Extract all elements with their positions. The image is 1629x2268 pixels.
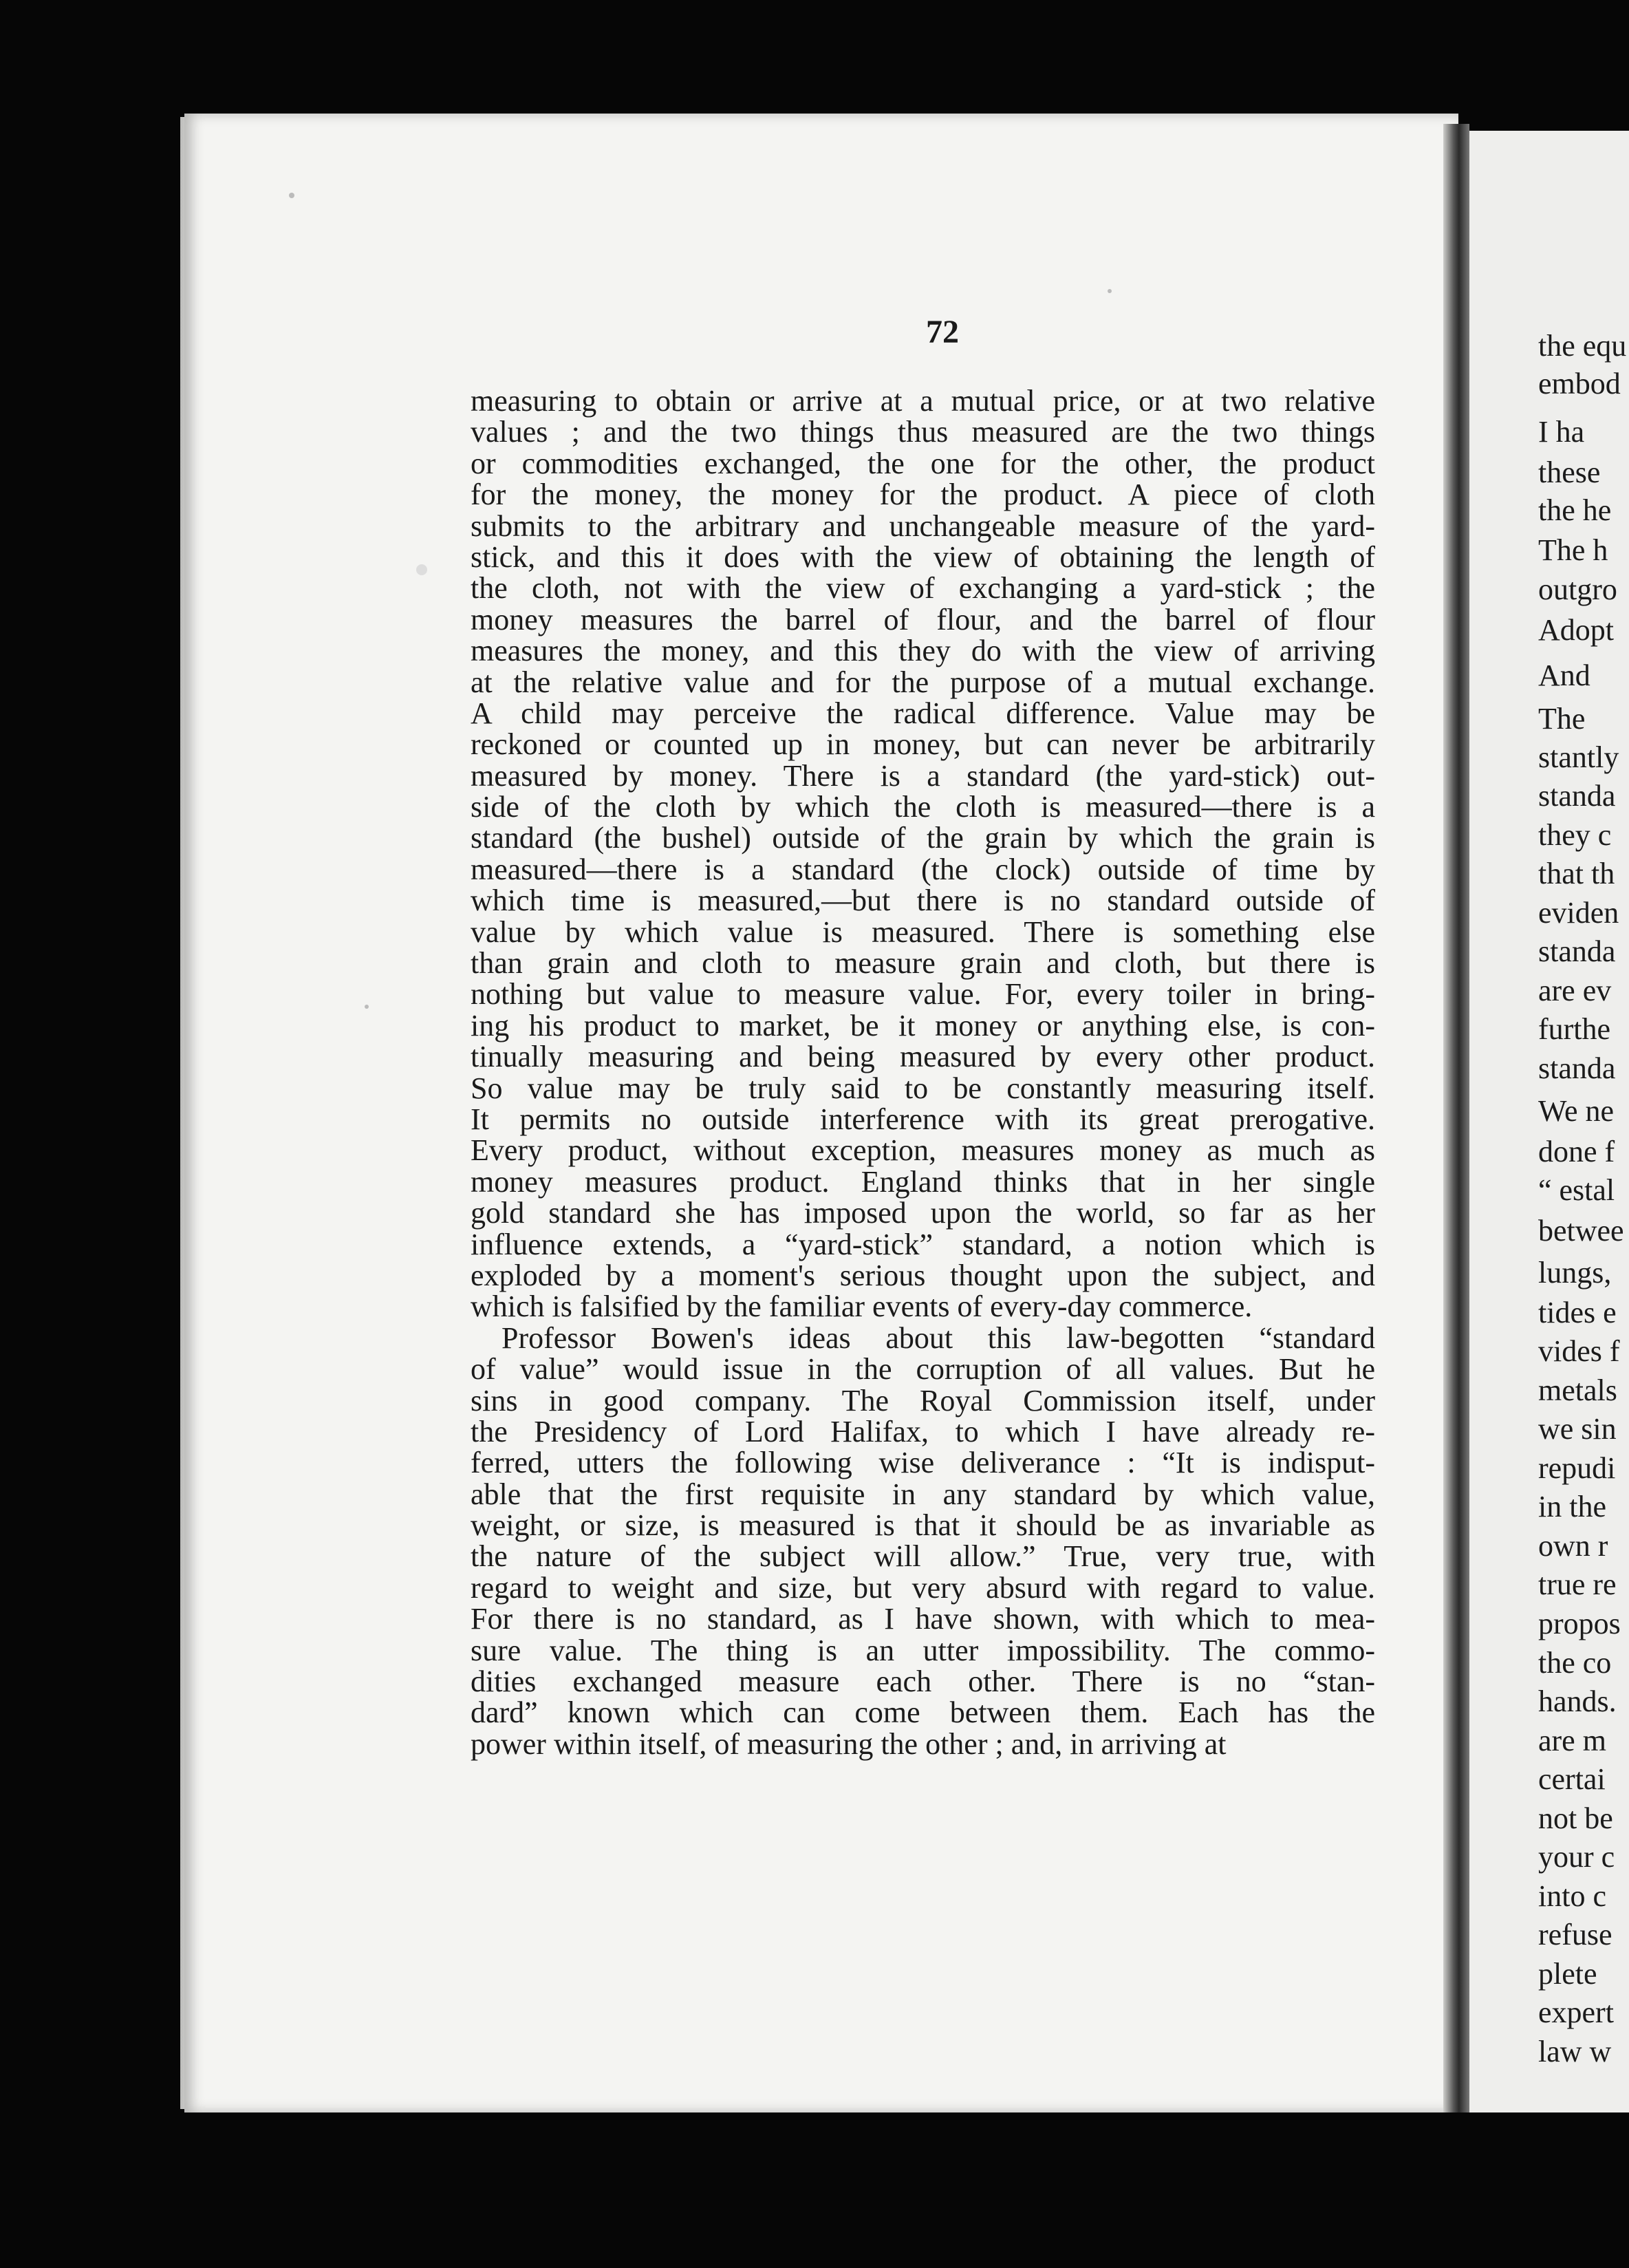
text-line: ferred, utters the following wise deliverance : “It is indisput- (471, 1446, 1375, 1480)
text-line-fragment: plete (1538, 1956, 1597, 1991)
text-line: which is falsified by the familiar events of every-day commerce. (471, 1290, 1253, 1324)
text-line: It permits no outside interference with its great prerogative. (471, 1102, 1375, 1136)
text-line-fragment: outgro (1538, 572, 1617, 606)
text-line: the nature of the subject will allow.” True, very true, with (471, 1539, 1375, 1574)
text-line-fragment: The (1538, 702, 1586, 736)
text-line-fragment: they c (1538, 817, 1612, 852)
text-line: able that the first requisite in any standard by which value, (471, 1477, 1375, 1511)
text-line: sure value. The thing is an utter impossibility. The commo- (471, 1633, 1375, 1667)
book-gutter (1443, 124, 1469, 2112)
text-line-fragment: the co (1538, 1645, 1612, 1680)
text-line-fragment: refuse (1538, 1918, 1612, 1952)
text-line: Professor Bowen's ideas about this law-begotten “standard (501, 1320, 1375, 1355)
text-line: or commodities exchanged, the one for the other, the product (471, 446, 1375, 480)
text-line: measuring to obtain or arrive at a mutual price, or at two relative (471, 384, 1375, 418)
text-line: the cloth, not with the view of exchanging a yard-stick ; the (471, 571, 1375, 606)
text-line-fragment: stantly (1538, 740, 1619, 774)
text-line-fragment: we sin (1538, 1412, 1617, 1446)
dust-speck (289, 193, 294, 198)
dust-speck (416, 564, 427, 575)
text-line-fragment: are m (1538, 1723, 1606, 1757)
text-line-fragment: true re (1538, 1568, 1617, 1602)
text-line: sins in good company. The Royal Commission itself, under (471, 1383, 1375, 1418)
text-line: at the relative value and for the purpose of a mutual exchange. (471, 665, 1375, 699)
text-line-fragment: certai (1538, 1762, 1606, 1797)
text-line-fragment: betwee (1538, 1214, 1624, 1248)
text-line-fragment: the equ (1538, 329, 1627, 363)
text-line: A child may perceive the radical difference. Value may be (471, 696, 1375, 730)
text-line-fragment: furthe (1538, 1012, 1611, 1047)
text-line: submits to the arbitrary and unchangeable measure of the yard- (471, 509, 1375, 543)
text-line: measured—there is a standard (the clock) outside of time by (471, 852, 1375, 886)
text-line-fragment: standa (1538, 934, 1616, 969)
text-line-fragment: not be (1538, 1801, 1613, 1835)
text-line: dard” known which can come between them. Each has the (471, 1695, 1375, 1730)
text-line: influence extends, a “yard-stick” standard, a notion which is (471, 1227, 1375, 1261)
text-line-fragment: vides f (1538, 1334, 1620, 1369)
text-line-fragment: law w (1538, 2034, 1612, 2068)
text-line-fragment: expert (1538, 1996, 1614, 2030)
text-line: For there is no standard, as I have shown, with which to mea- (471, 1602, 1375, 1636)
right-page (1469, 131, 1629, 2112)
text-line: power within itself, of measuring the other ; and, in arriving at (471, 1726, 1227, 1761)
text-line-fragment: the he (1538, 493, 1612, 528)
text-line: exploded by a moment's serious thought upon the subject, and (471, 1258, 1375, 1292)
text-line-fragment: your c (1538, 1840, 1615, 1874)
text-line-fragment: metals (1538, 1373, 1617, 1407)
text-line-fragment: We ne (1538, 1093, 1615, 1128)
text-line: values ; and the two things thus measured are the two things (471, 415, 1375, 449)
text-line-fragment: I ha (1538, 414, 1585, 449)
text-line: reckoned or counted up in money, but can never be arbitrarily (471, 727, 1375, 762)
text-line-fragment: into c (1538, 1879, 1606, 1913)
text-line-fragment: And (1538, 659, 1590, 693)
text-line: stick, and this it does with the view of obtaining the length of (471, 539, 1375, 574)
text-line: nothing but value to measure value. For, every toiler in bring- (471, 977, 1375, 1012)
text-line: standard (the bushel) outside of the grain by which the grain is (471, 821, 1375, 855)
text-line: tinually measuring and being measured by every other product. (471, 1040, 1375, 1074)
text-line-fragment: in the (1538, 1490, 1606, 1524)
dust-speck (365, 1005, 369, 1009)
text-line: money measures the barrel of flour, and the barrel of flour (471, 602, 1375, 636)
text-line-fragment: own r (1538, 1528, 1608, 1563)
text-line-fragment: Adopt (1538, 612, 1614, 647)
dust-speck (1108, 289, 1112, 293)
text-line-fragment: embod (1538, 367, 1621, 401)
text-line-fragment: standa (1538, 779, 1616, 813)
text-line-fragment: hands. (1538, 1684, 1617, 1719)
page-number: 72 (926, 314, 959, 350)
text-line: gold standard she has imposed upon the world, so far as her (471, 1196, 1375, 1230)
text-line-fragment: these (1538, 455, 1601, 489)
text-line-fragment: lungs, (1538, 1255, 1612, 1290)
text-line: measures the money, and this they do with the view of arriving (471, 634, 1375, 668)
text-line: measured by money. There is a standard (the yard-stick) out- (471, 758, 1375, 793)
text-line: value by which value is measured. There is something else (471, 914, 1375, 949)
text-line-fragment: that th (1538, 857, 1615, 891)
text-line-fragment: are ev (1538, 973, 1612, 1007)
text-line: dities exchanged measure each other. There is no “stan- (471, 1665, 1375, 1699)
text-line: the Presidency of Lord Halifax, to which I have already re- (471, 1414, 1375, 1448)
text-line: than grain and cloth to measure grain and cloth, but there is (471, 946, 1375, 981)
text-line-fragment: eviden (1538, 895, 1619, 930)
text-line-fragment: propos (1538, 1606, 1621, 1640)
text-line: So value may be truly said to be constantly measuring itself. (471, 1071, 1375, 1105)
text-line-fragment: The h (1538, 533, 1608, 567)
text-line: of value” would issue in the corruption of all values. But he (471, 1352, 1375, 1387)
text-line-fragment: tides e (1538, 1295, 1617, 1329)
text-line: money measures product. England thinks that in her single (471, 1164, 1375, 1199)
text-line-fragment: done f (1538, 1134, 1615, 1168)
text-line: regard to weight and size, but very absurd with regard to value. (471, 1570, 1375, 1605)
text-line: Every product, without exception, measures money as much as (471, 1133, 1375, 1168)
text-line: ing his product to market, be it money or anything else, is con- (471, 1008, 1375, 1042)
body-text (471, 385, 1375, 1759)
text-line: weight, or size, is measured is that it should be as invariable as (471, 1508, 1375, 1543)
text-line: side of the cloth by which the cloth is measured—there is a (471, 790, 1375, 824)
text-line: which time is measured,—but there is no standard outside of (471, 884, 1375, 918)
text-line-fragment: “ estal (1538, 1173, 1615, 1208)
text-line-fragment: repudi (1538, 1451, 1616, 1485)
text-line: for the money, the money for the product. A piece of cloth (471, 478, 1375, 512)
text-line-fragment: standa (1538, 1051, 1616, 1085)
